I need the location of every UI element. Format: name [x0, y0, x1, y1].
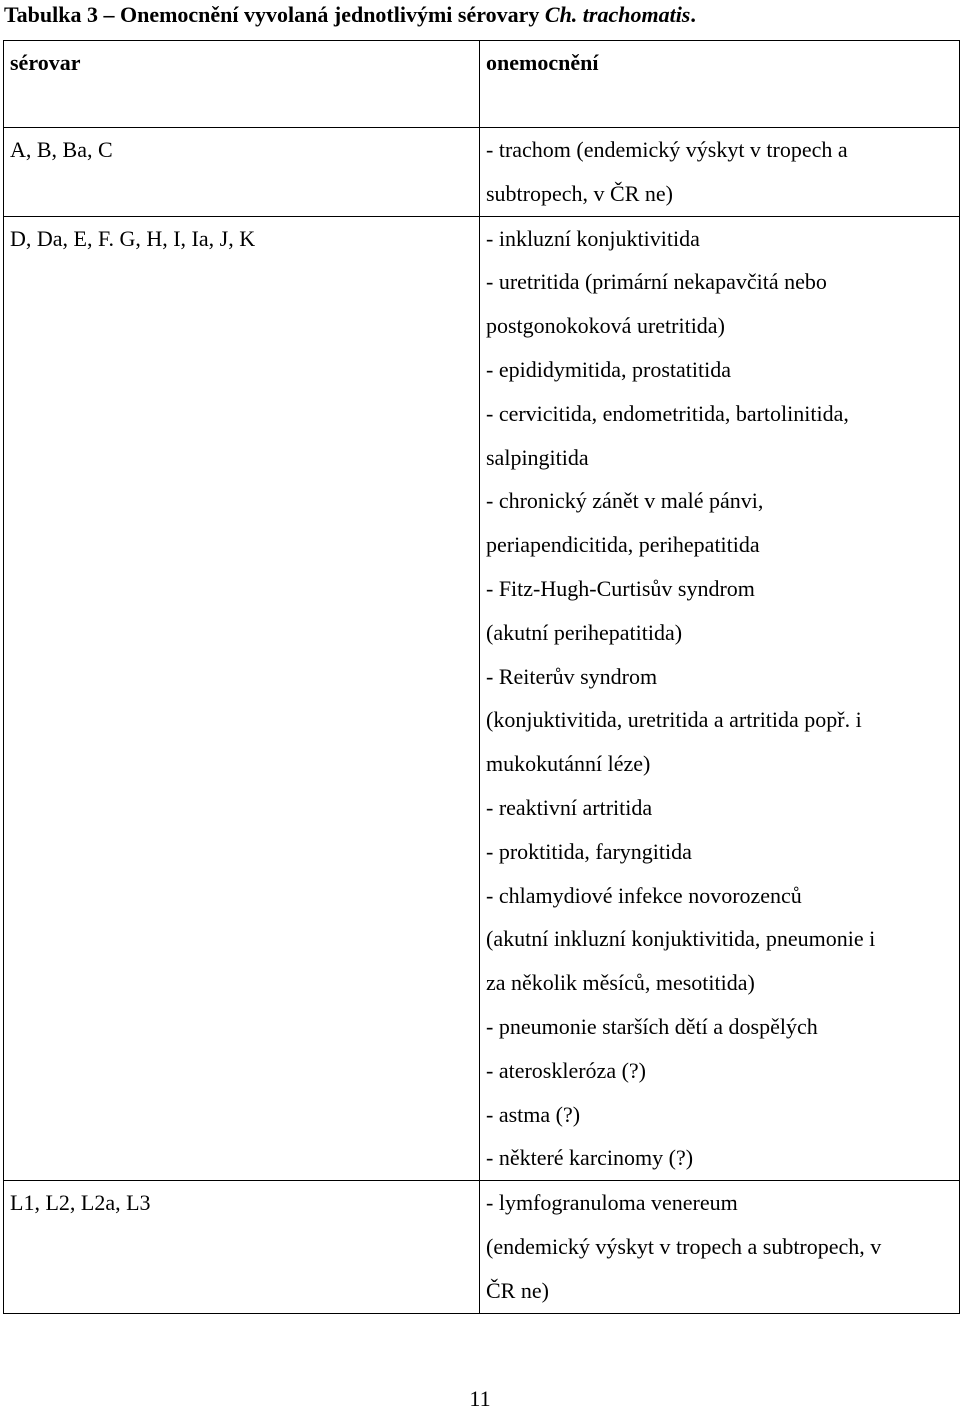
caption-suffix: .: [690, 2, 696, 27]
table-caption: [4, 2, 696, 28]
disease-line: (konjuktivitida, uretritida a artritida popř. i: [486, 707, 862, 733]
disease-line: - inkluzní konjuktivitida: [486, 225, 700, 251]
serovar-cell: D, Da, E, F. G, H, I, Ia, J, K: [4, 216, 480, 1181]
disease-line: - některé karcinomy (?): [486, 1145, 694, 1171]
disease-line: - proktitida, faryngitida: [486, 838, 692, 864]
disease-cell: [480, 216, 960, 1181]
disease-line: - lymfogranuloma venereum: [486, 1190, 738, 1216]
disease-line: salpingitida: [486, 444, 589, 470]
disease-line: (akutní perihepatitida): [486, 619, 683, 645]
table-row: [4, 128, 960, 217]
disease-line: - Reiterův syndrom: [486, 663, 658, 689]
disease-cell: [480, 128, 960, 217]
disease-line: - chronický zánět v malé pánvi,: [486, 488, 764, 514]
disease-cell: [480, 1181, 960, 1313]
disease-line: - astma (?): [486, 1101, 581, 1127]
disease-line: subtropech, v ČR ne): [486, 180, 673, 206]
disease-line: - reaktivní artritida: [486, 794, 653, 820]
disease-line: za několik měsíců, mesotitida): [486, 970, 755, 996]
page-number: 11: [469, 1386, 491, 1411]
disease-line: - trachom (endemický výskyt v tropech a: [486, 137, 848, 162]
table-row: [4, 216, 960, 1181]
table-header-row: [4, 41, 960, 128]
disease-line: periapendicitida, perihepatitida: [486, 532, 760, 558]
caption-species: Ch. trachomatis: [544, 2, 691, 27]
serovar-disease-table: [3, 40, 960, 1314]
disease-line: (endemický výskyt v tropech a subtropech, v: [486, 1233, 882, 1259]
disease-line: - chlamydiové infekce novorozenců: [486, 882, 802, 908]
serovar-cell: A, B, Ba, C: [4, 128, 480, 217]
disease-line: postgonokoková uretritida): [486, 313, 725, 339]
header-disease: onemocnění: [480, 41, 960, 128]
caption-prefix: Tabulka 3 – Onemocnění vyvolaná jednotlivými sérovary: [4, 2, 545, 27]
disease-line: - pneumonie starších dětí a dospělých: [486, 1013, 818, 1039]
serovar-cell: L1, L2, L2a, L3: [4, 1181, 480, 1313]
header-serovar: sérovar: [4, 41, 480, 128]
disease-line: mukokutánní léze): [486, 751, 651, 777]
disease-line: ČR ne): [486, 1277, 549, 1303]
disease-line: - uretritida (primární nekapavčitá nebo: [486, 269, 827, 295]
disease-line: (akutní inkluzní konjuktivitida, pneumonie i: [486, 926, 876, 952]
table-row: [4, 1181, 960, 1313]
disease-line: - ateroskleróza (?): [486, 1057, 647, 1083]
disease-line: - epididymitida, prostatitida: [486, 356, 732, 382]
disease-line: - cervicitida, endometritida, bartolinitida,: [486, 400, 849, 426]
disease-line: - Fitz-Hugh-Curtisův syndrom: [486, 575, 755, 601]
